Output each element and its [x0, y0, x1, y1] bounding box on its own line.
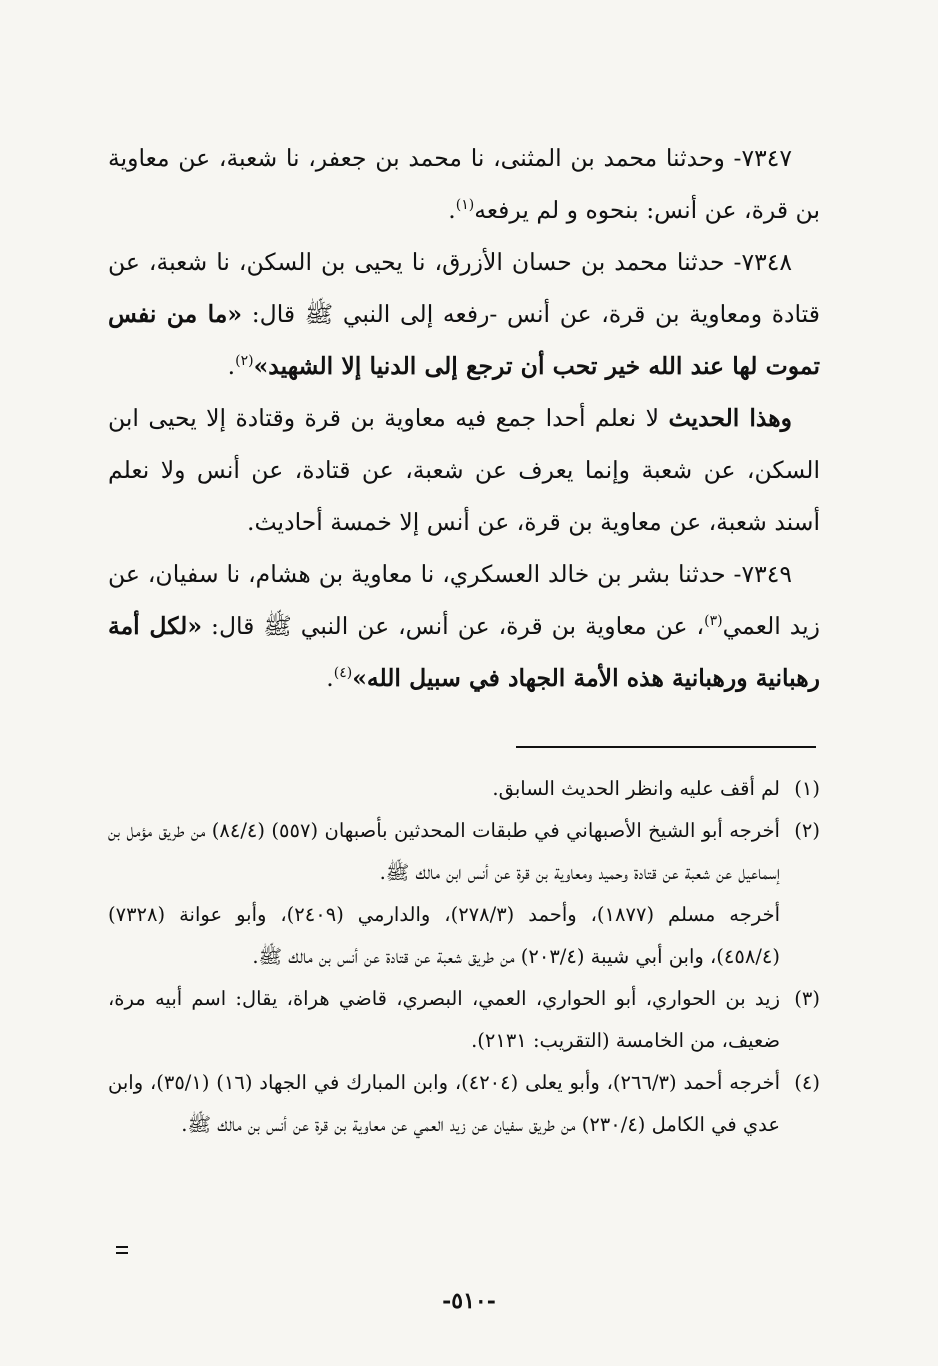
- footnote-ref-4[interactable]: (٤): [333, 665, 353, 682]
- footnote-text: زيد بن الحواري، أبو الحواري، العمي، البصري، قاضي هراة، يقال: اسم أبيه مرة، ضعيف، من الخامسة (التقريب: ٢١٣١).: [108, 987, 780, 1052]
- hadith-7347-end: .: [448, 196, 456, 224]
- footnotes: [108, 768, 820, 1146]
- footnote-text: أخرجه أحمد (٢٦٦/٣)، وأبو يعلى (٤٢٠٤)، وابن المبارك في الجهاد (١٦) (٣٥/١)، وابن عدي في الكامل (٢٣٠/٤) من طريق سفيان عن زيد العمي عن معاوية بن قرة عن أنس بن مالك ﷺ.: [108, 1071, 780, 1136]
- hadith-7347-text: ٧٣٤٧- وحدثنا محمد بن المثنى، نا محمد بن جعفر، نا شعبة، عن معاوية بن قرة، عن أنس: بنحوه و لم يرفعه: [108, 144, 820, 224]
- continuation-mark: [116, 1246, 128, 1254]
- footnote-number: (٤): [794, 1071, 820, 1094]
- footnote-ref-1[interactable]: (١): [455, 197, 475, 214]
- commentary-text: لا نعلم أحدا جمع فيه معاوية بن قرة وقتادة إلا يحيى ابن السكن، عن شعبة وإنما يعرف عن شعبة، عن قتادة، عن أنس ولا نعلم أسند شعبة، عن معاوية بن قرة، عن أنس إلا خمسة أحاديث.: [108, 404, 820, 536]
- hadith-7349-end: .: [326, 664, 334, 692]
- hadith-7348-end: .: [227, 352, 236, 380]
- hadith-7349-text-b: ، عن معاوية بن قرة، عن أنس، عن النبي ﷺ قال:: [202, 612, 705, 640]
- hadith-7348-text: ٧٣٤٨- حدثنا محمد بن حسان الأزرق، نا يحيى بن السكن، نا شعبة، عن قتادة ومعاوية بن قرة، عن أنس -رفعه إلى النبي ﷺ قال:: [108, 248, 820, 328]
- commentary-lead: وهذا الحديث: [668, 404, 792, 432]
- footnote-text: أخرجه أبو الشيخ الأصبهاني في طبقات المحدثين بأصبهان (٥٥٧) (٨٤/٤) من طريق مؤمل بن إسماعيل عن شعبة عن قتادة وحميد ومعاوية بن قرة عن أنس ابن مالك ﷺ.: [108, 819, 780, 884]
- footnote-4: [108, 1062, 820, 1146]
- hadith-7349: [108, 548, 820, 704]
- commentary: [108, 392, 820, 548]
- hadith-7347: [108, 132, 820, 236]
- footnote-text: لم أقف عليه وانظر الحديث السابق.: [492, 777, 780, 800]
- footnote-number: (٣): [794, 987, 820, 1010]
- footnote-ref-3[interactable]: (٣): [704, 613, 723, 630]
- footnote-separator: [516, 746, 816, 748]
- page-number: -٥١٠-: [442, 1288, 496, 1314]
- hadith-7349-text-a: ٧٣٤٩- حدثنا بشر بن خالد العسكري، نا معاوية بن هشام، نا سفيان، عن زيد العمي: [108, 560, 820, 640]
- footnote-1: [108, 768, 820, 810]
- footnote-number: (٢): [794, 819, 820, 842]
- main-text: [108, 132, 820, 704]
- hadith-7349-quote: «لكل أمة رهبانية ورهبانية هذه الأمة الجهاد في سبيل الله»: [108, 612, 820, 692]
- hadith-7348: [108, 236, 820, 392]
- footnote-ref-2[interactable]: (٢): [235, 353, 254, 370]
- footnote-text: أخرجه مسلم (١٨٧٧)، وأحمد (٢٧٨/٣)، والدارمي (٢٤٠٩)، وأبو عوانة (٧٣٢٨) (٤٥٨/٤)، وابن أبي شيبة (٢٠٣/٤) من طريق شعبة عن قتادة عن أنس بن مالك ﷺ.: [108, 903, 781, 968]
- footnote-2: [108, 810, 820, 978]
- footnote-number: (١): [794, 777, 820, 800]
- hadith-7348-quote: «ما من نفس تموت لها عند الله خير تحب أن ترجع إلى الدنيا إلا الشهيد»: [108, 300, 820, 380]
- footnote-3: [108, 978, 820, 1062]
